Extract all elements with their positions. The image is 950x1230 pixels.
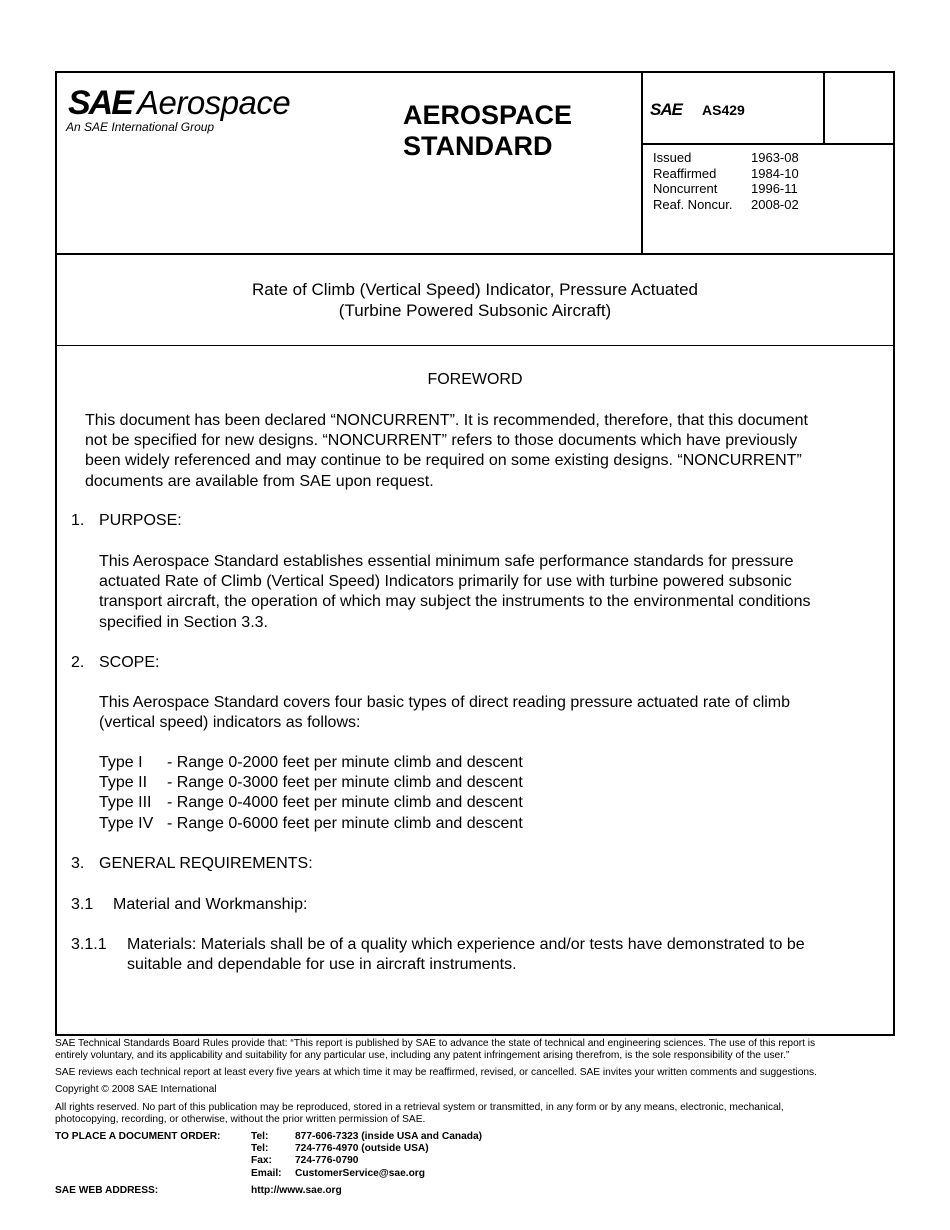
document-number: AS429 (702, 102, 745, 118)
types-list (99, 753, 523, 834)
history-label: Reaf. Noncur. (653, 196, 733, 212)
contact-row (251, 1168, 482, 1180)
web-address-link[interactable]: http://www.sae.org (251, 1185, 342, 1196)
document-history (653, 150, 799, 212)
section-3-1-1-line: Materials: Materials shall be of a quality which experience and/or tests have demonstrated to be (127, 936, 805, 953)
title-bottom-rule (56, 345, 893, 346)
order-label: TO PLACE A DOCUMENT ORDER: (55, 1131, 221, 1142)
footer-copyright: Copyright © 2008 SAE International (55, 1084, 217, 1095)
sae-logo-mark: SAE (68, 84, 132, 122)
scope-heading: SCOPE: (99, 654, 160, 671)
header-divider-vertical (641, 72, 643, 255)
history-date: 1984-10 (751, 165, 799, 181)
contact-row (251, 1143, 482, 1155)
foreword-line: been widely referenced and may continue to be required on some existing designs. “NONCURRENT” (85, 452, 802, 470)
web-address-label: SAE WEB ADDRESS: (55, 1185, 159, 1196)
contact-row (251, 1155, 482, 1167)
type-description: - Range 0-2000 feet per minute climb and descent (167, 754, 523, 771)
contact-value: 724-776-0790 (295, 1155, 359, 1167)
history-label: Issued (653, 150, 692, 165)
list-item (99, 814, 523, 834)
type-description: - Range 0-4000 feet per minute climb and descent (167, 794, 523, 812)
history-label: Noncurrent (653, 181, 718, 196)
type-description: - Range 0-3000 feet per minute climb and descent (167, 774, 523, 792)
foreword-line: documents are available from SAE upon request. (85, 472, 434, 490)
purpose-line: This Aerospace Standard establishes essential minimum safe performance standards for pressure (99, 553, 794, 570)
contact-email[interactable]: CustomerService@sae.org (295, 1167, 425, 1179)
history-row (653, 181, 799, 197)
purpose-line: transport aircraft, the operation of which may subject the instruments to the environmental conditions (99, 593, 811, 611)
general-number: 3. (71, 855, 85, 872)
contact-value: 877-606-7323 (inside USA and Canada) (295, 1131, 483, 1142)
footer-review: SAE reviews each technical report at least every five years at which time it may be reaffirmed, revised, or cancelled. SAE invites your written comments and suggestions. (55, 1067, 817, 1078)
purpose-number: 1. (71, 512, 85, 529)
document-title (57, 279, 893, 321)
contact-label: Fax: (251, 1155, 272, 1167)
contact-value: 724-776-4970 (outside USA) (295, 1143, 429, 1155)
type-name: Type II (99, 774, 148, 792)
history-date: 1963-08 (751, 150, 799, 165)
foreword-heading: FOREWORD (427, 371, 523, 388)
footer-rules (55, 1038, 895, 1062)
scope-line: This Aerospace Standard covers four basic types of direct reading pressure actuated rate of climb (99, 694, 791, 711)
document-title-line2: (Turbine Powered Subsonic Aircraft) (338, 301, 612, 320)
purpose-line: actuated Rate of Climb (Vertical Speed) Indicators primarily for use with turbine powered subsonic (99, 573, 792, 591)
standard-type-line1: AEROSPACE (403, 100, 573, 130)
contact-row (251, 1131, 482, 1143)
type-description: - Range 0-6000 feet per minute climb and descent (167, 814, 523, 832)
section-3-1-1-line: suitable and dependable for use in aircraft instruments. (127, 956, 517, 974)
document-title-line1: Rate of Climb (Vertical Speed) Indicator, Pressure Actuated (251, 280, 698, 299)
purpose-paragraph (99, 552, 810, 633)
foreword-line: not be specified for new designs. “NONCURRENT” refers to those documents which have previously (85, 432, 798, 450)
purpose-line: specified in Section 3.3. (99, 613, 268, 631)
type-name: Type III (99, 794, 152, 812)
footer-rules-line: entirely voluntary, and its applicability and suitability for any particular use, including any patent infringement arising therefrom, is the sole responsibility of the user.” (55, 1050, 790, 1061)
aerospace-logo-word: Aerospace (137, 84, 291, 121)
purpose-heading: PURPOSE: (99, 512, 182, 529)
header-bottom-rule (56, 253, 893, 255)
footer-rights-line: All rights reserved. No part of this publication may be reproduced, stored in a retrieval system or transmitted, in any form or by any means, electronic, mechanical, (55, 1102, 784, 1113)
history-label: Reaffirmed (653, 165, 717, 181)
scope-paragraph (99, 693, 790, 733)
scope-number: 2. (71, 654, 85, 671)
footer-rights (55, 1102, 895, 1126)
history-row (653, 197, 799, 213)
standard-type-title (403, 100, 572, 162)
logo-tagline: An SAE International Group (66, 120, 215, 134)
foreword-paragraph (85, 411, 808, 492)
section-3-1-heading: Material and Workmanship: (113, 896, 308, 913)
type-name: Type IV (99, 814, 154, 832)
docnum-box-divider (823, 72, 825, 144)
foreword-line: This document has been declared “NONCURRENT”. It is recommended, therefore, that this document (85, 412, 808, 429)
list-item (99, 793, 523, 813)
history-row (653, 166, 799, 182)
contact-label: Email: (251, 1167, 282, 1179)
general-heading: GENERAL REQUIREMENTS: (99, 855, 313, 872)
list-item (99, 773, 523, 793)
docnum-box-bottom-rule (642, 143, 893, 145)
section-3-1-1-paragraph (127, 935, 805, 975)
footer-rules-line: SAE Technical Standards Board Rules provide that: “This report is published by SAE to advance the state of technical and engineering sciences. The use of this report is (55, 1038, 816, 1049)
type-name: Type I (99, 754, 143, 771)
section-3-1-1-number: 3.1.1 (71, 936, 107, 953)
section-3-1-number: 3.1 (71, 896, 94, 913)
order-contacts (251, 1131, 482, 1180)
history-date: 2008-02 (751, 196, 799, 212)
sae-small-logo: SAE (650, 100, 682, 119)
scope-line: (vertical speed) indicators as follows: (99, 714, 361, 732)
standard-type-line2: STANDARD (403, 131, 553, 161)
list-item (99, 753, 523, 773)
history-date: 1996-11 (751, 181, 798, 196)
history-row (653, 150, 799, 166)
contact-label: Tel: (251, 1131, 269, 1142)
footer-rights-line: photocopying, recording, or otherwise, without the prior written permission of SAE. (55, 1114, 426, 1125)
contact-label: Tel: (251, 1143, 269, 1155)
